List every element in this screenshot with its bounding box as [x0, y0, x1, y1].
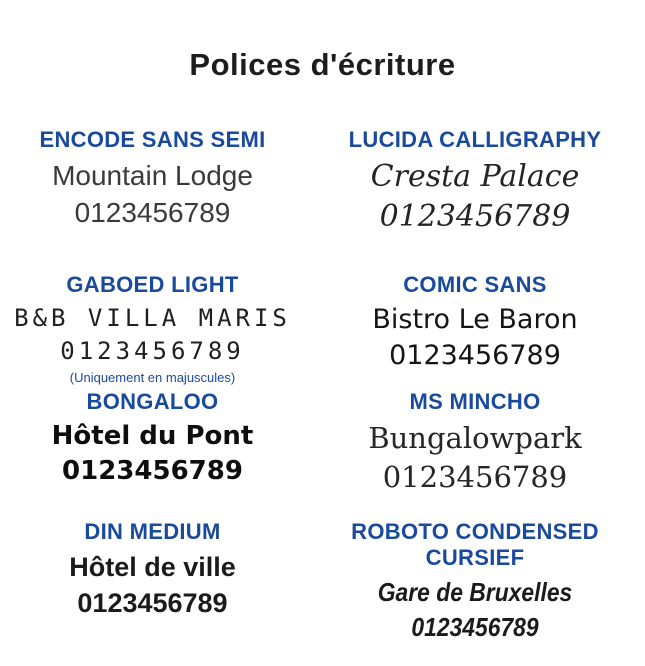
font-sample-digits: 0123456789 — [77, 588, 228, 619]
page-title: Polices d'écriture — [189, 46, 456, 82]
font-sample-text: Hôtel de ville — [69, 551, 236, 582]
font-block-lucida-calligraphy — [305, 119, 645, 264]
uppercase-only-note: (Uniquement en majuscules) — [69, 370, 236, 386]
font-name-label: GABOED LIGHT — [66, 271, 239, 297]
font-specimen-grid — [0, 119, 645, 643]
font-sample-text: Mountain Lodge — [52, 159, 253, 191]
font-sample-digits: 0123456789 — [382, 459, 568, 494]
font-sample-digits: 0123456789 — [389, 340, 561, 372]
font-sample-digits: 0123456789 — [74, 197, 231, 229]
font-name-label: ENCODE SANS SEMI — [39, 126, 266, 152]
font-sample-text: Hôtel du Pont — [51, 420, 254, 451]
font-name-label: LUCIDA CALLIGRAPHY — [348, 126, 602, 152]
font-specimen-page — [0, 21, 645, 666]
font-name-label: DIN MEDIUM — [84, 518, 221, 544]
font-block-din-medium — [0, 511, 305, 643]
font-sample-text: B&B VILLA MARIS — [14, 303, 291, 332]
font-block-roboto-condensed-cursief — [305, 511, 645, 643]
font-sample-text: Gare de Bruxelles — [377, 576, 573, 607]
font-sample-digits: 0123456789 — [379, 198, 571, 234]
font-name-label: COMIC SANS — [403, 271, 547, 297]
font-name-label: BONGALOO — [86, 388, 219, 414]
font-sample-digits: 0123456789 — [60, 336, 245, 365]
font-name-label: ROBOTO CONDENSED CURSIEF — [351, 518, 599, 570]
font-block-comic-sans — [305, 264, 645, 381]
font-block-encode-sans-semi — [0, 119, 305, 264]
font-name-label: MS MINCHO — [409, 388, 541, 414]
font-sample-digits: 0123456789 — [62, 455, 243, 486]
font-sample-text: Bistro Le Baron — [372, 303, 578, 335]
font-sample-text: Cresta Palace — [370, 158, 580, 194]
font-block-bongaloo — [0, 381, 305, 511]
font-sample-digits: 0123456789 — [411, 611, 539, 642]
font-block-ms-mincho — [305, 381, 645, 511]
font-block-gaboed-light — [0, 264, 305, 386]
font-sample-text: Bungalowpark — [368, 420, 582, 455]
